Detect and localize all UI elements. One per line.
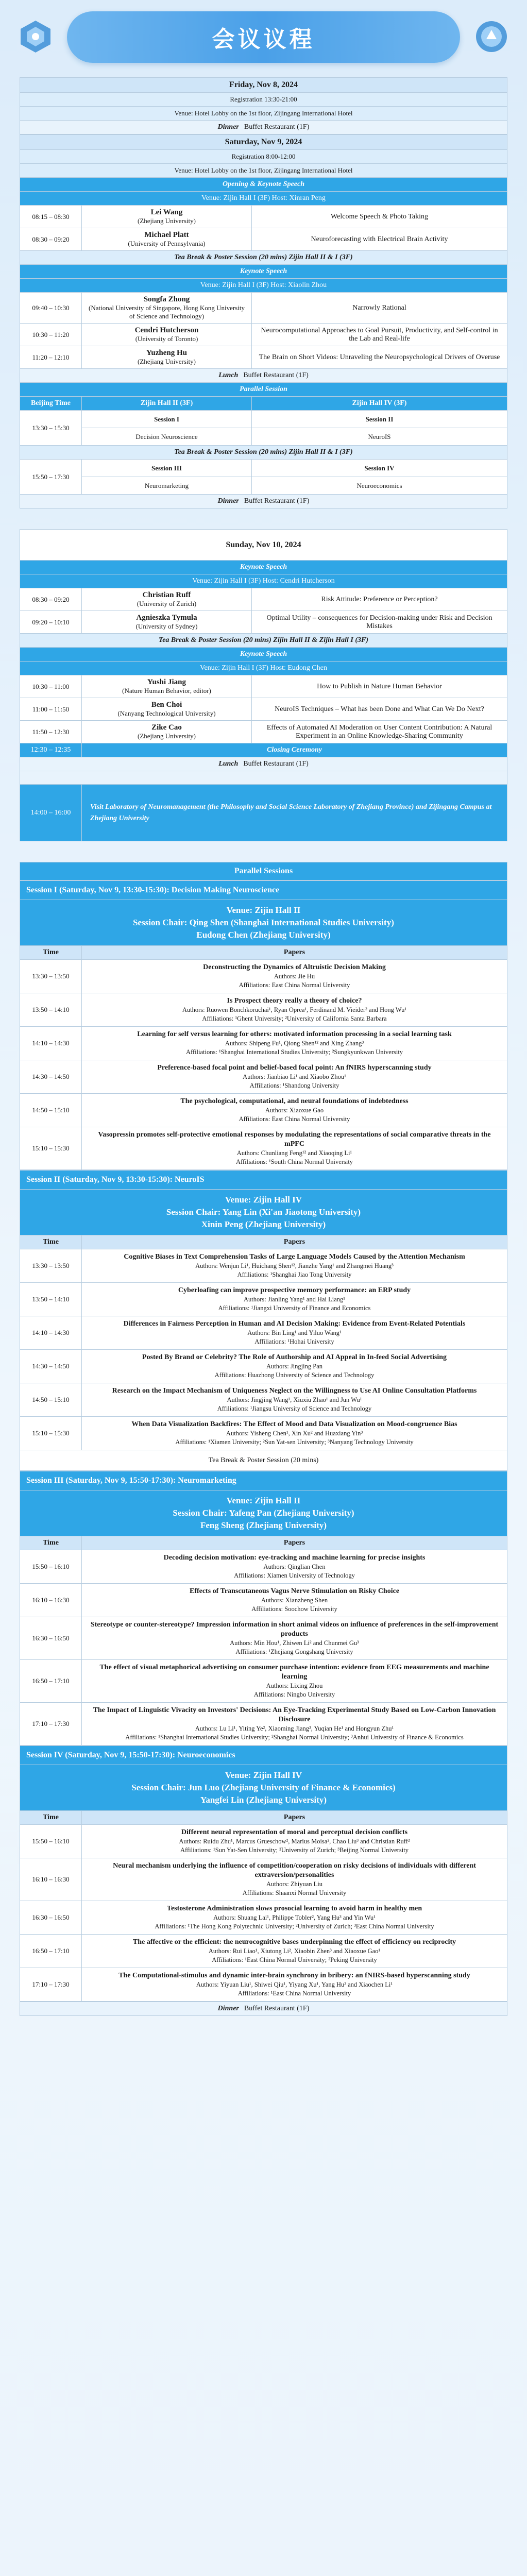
session-co-chair: Feng Sheng (Zhejiang University) — [200, 1520, 327, 1530]
paper-authors: Authors: Jingjing Pan — [266, 1363, 323, 1370]
topic-cell: Welcome Speech & Photo Taking — [252, 206, 507, 228]
day1-block — [20, 77, 507, 134]
paper-title: The effect of visual metaphorical advertising on consumer purchase intention: evidence from EEG measurements and machine learning — [99, 1664, 489, 1681]
col-time: Time — [20, 946, 82, 960]
paper-cell — [82, 1060, 507, 1094]
paper-authors: Authors: Lixing Zhou — [266, 1682, 323, 1689]
speaker-cell — [82, 346, 252, 369]
time-cell: 17:10 – 17:30 — [20, 1703, 82, 1745]
schedule-row — [20, 675, 507, 698]
paper-affiliations: Affiliations: ¹East China Normal University; ²Peking University — [212, 1956, 377, 1963]
speaker-name: Ben Choi — [151, 701, 182, 709]
time-cell: 15:10 – 15:30 — [20, 1417, 82, 1450]
session-table — [20, 1745, 507, 2002]
day2-registration: Registration 8:00-12:00 — [20, 150, 507, 164]
time-cell: 16:50 – 17:10 — [20, 1935, 82, 1968]
conference-logo-icon — [18, 19, 54, 55]
keynote-label: Keynote Speech — [20, 648, 507, 662]
paper-row — [20, 1550, 507, 1584]
session-name: Session II — [252, 411, 507, 428]
schedule-row — [20, 324, 507, 346]
time-cell: 14:30 – 14:50 — [20, 1060, 82, 1094]
paper-authors: Authors: Wenjun Li¹, Huichang Shen¹², Jianzhe Yang¹ and Zhangmei Huang³ — [195, 1262, 394, 1269]
time-cell: 16:10 – 16:30 — [20, 1858, 82, 1901]
session-topic: Neuromarketing — [82, 477, 252, 495]
paper-affiliations: Affiliations: ¹Hohai University — [254, 1338, 334, 1345]
schedule-row — [20, 228, 507, 251]
time-cell: 14:50 – 15:10 — [20, 1094, 82, 1127]
paper-affiliations: Affiliations: ¹East China Normal University — [237, 1990, 351, 1997]
paper-title: Vasopressin promotes self-protective emotional responses by modulating the representations of social comparative threats in the mPFC — [98, 1131, 491, 1148]
time-cell: 13:50 – 14:10 — [20, 1283, 82, 1316]
paper-row — [20, 1968, 507, 2002]
col-hall-iv: Zijin Hall IV (3F) — [252, 397, 507, 411]
lunch-label: Lunch — [218, 760, 239, 768]
paper-cell — [82, 1127, 507, 1170]
time-cell: 13:30 – 13:50 — [20, 960, 82, 993]
time-cell: 15:50 – 16:10 — [20, 1825, 82, 1858]
day2-venue: Venue: Hotel Lobby on the 1st floor, Zijingang International Hotel — [20, 164, 507, 178]
paper-affiliations: Affiliations: ¹Shanghai International Studies University; ²Shanghai Normal University; ³Anhui University of Finance & Economics — [125, 1734, 464, 1741]
session-chair: Session Chair: Yafeng Pan (Zhejiang University) — [173, 1508, 354, 1518]
col-papers: Papers — [82, 1811, 507, 1825]
paper-cell — [82, 1249, 507, 1283]
speaker-cell — [82, 206, 252, 228]
paper-affiliations: Affiliations: ¹Xiamen University; ²Sun Yat-sen University; ³Nanyang Technology University — [175, 1438, 414, 1446]
speaker-name: Yuzheng Hu — [146, 349, 188, 357]
tea-break-row: Tea Break & Poster Session (20 mins) Zijin Hall II & I (3F) — [20, 446, 507, 460]
paper-cell — [82, 1383, 507, 1417]
paper-authors: Authors: Xiaoxue Gao — [265, 1107, 324, 1114]
paper-cell — [82, 1703, 507, 1745]
lunch-text: Buffet Restaurant (1F) — [243, 371, 309, 379]
tea-break-row: Tea Break & Poster Session (20 mins) Zijin Hall II & Zijin Hall I (3F) — [20, 634, 507, 648]
paper-affiliations: Affiliations: ¹Sun Yat-Sen University; ²University of Zurich; ³Beijing Normal University — [180, 1846, 409, 1854]
paper-affiliations: Affiliations: East China Normal University — [239, 981, 350, 989]
topic-cell: Risk Attitude: Preference or Perception? — [252, 588, 507, 611]
tea-break-text: Tea Break & Poster Session (20 mins) — [20, 1450, 507, 1471]
paper-cell — [82, 1858, 507, 1901]
parallel-row — [20, 460, 507, 477]
day2-block — [20, 134, 507, 509]
day1-date: Friday, Nov 8, 2024 — [20, 78, 507, 93]
schedule-row — [20, 588, 507, 611]
session-venue: Venue: Zijin Hall II — [226, 1496, 301, 1505]
paper-title: Is Prospect theory really a theory of choice? — [227, 997, 362, 1005]
paper-row — [20, 1027, 507, 1060]
session-name: Session I — [82, 411, 252, 428]
speaker-cell — [82, 228, 252, 251]
paper-title: Cyberloafing can improve prospective memory performance: an ERP study — [178, 1286, 411, 1294]
time-cell: 14:30 – 14:50 — [20, 1350, 82, 1383]
session-name: Session III — [82, 460, 252, 477]
session-co-chair: Xinin Peng (Zhejiang University) — [201, 1219, 326, 1229]
session-chair: Session Chair: Yang Lin (Xi'an Jiaotong University) — [166, 1207, 361, 1217]
speaker-name: Cendri Hutcherson — [134, 326, 199, 334]
paper-title: Cognitive Biases in Text Comprehension Tasks of Large Language Models Caused by the Attention Mechanism — [124, 1253, 465, 1261]
closing-label: Closing Ceremony — [82, 743, 507, 757]
paper-title: The Impact of Linguistic Vivacity on Investors' Decisions: An Eye-Tracking Experimental Study Based on Low-Carbon Innovation Disclosure — [93, 1706, 496, 1723]
paper-cell — [82, 1617, 507, 1660]
paper-affiliations: Affiliations: Ningbo University — [253, 1691, 335, 1698]
time-cell: 15:50 – 17:30 — [20, 460, 82, 495]
paper-affiliations: Affiliations: ¹South China Normal University — [235, 1158, 353, 1165]
speaker-cell — [82, 721, 252, 743]
paper-cell — [82, 1935, 507, 1968]
session-table — [20, 1170, 507, 1471]
speaker-cell — [82, 588, 252, 611]
page-header — [0, 0, 527, 77]
parallel-label: Parallel Session — [20, 383, 507, 397]
session-venue-block — [20, 1190, 507, 1235]
paper-authors: Authors: Shuang Lai¹, Philippe Tobler², Yang Hu³ and Yin Wu¹ — [213, 1914, 376, 1921]
paper-affiliations: Affiliations: ¹Zhejiang Gongshang University — [235, 1648, 353, 1655]
paper-authors: Authors: Ruidu Zhu¹, Marcus Grueschow², Marius Moisa², Chao Liu³ and Christian Ruff² — [179, 1838, 410, 1845]
time-cell: 13:30 – 13:50 — [20, 1249, 82, 1283]
time-cell: 13:30 – 15:30 — [20, 411, 82, 446]
paper-title: Different neural representation of moral and perceptual decision conflicts — [181, 1828, 408, 1836]
speaker-affiliation: (University of Toronto) — [135, 335, 198, 343]
dinner-label: Dinner — [217, 2005, 239, 2012]
paper-authors: Authors: Qinglian Chen — [263, 1563, 326, 1570]
session-topic: Neuroeconomics — [252, 477, 507, 495]
time-cell: 16:30 – 16:50 — [20, 1617, 82, 1660]
paper-affiliations: Affiliations: East China Normal University — [239, 1115, 350, 1123]
speaker-affiliation: (Nanyang Technological University) — [117, 709, 216, 717]
paper-row — [20, 1901, 507, 1935]
schedule-row — [20, 293, 507, 324]
paper-cell — [82, 1094, 507, 1127]
paper-title: Stereotype or counter-stereotype? Impression information in short animal videos on influence of preferences in the self-improvement products — [90, 1621, 499, 1638]
paper-title: When Data Visualization Backfires: The Effect of Mood and Data Visualization on Mood-congruence Bias — [131, 1420, 457, 1428]
topic-cell: Effects of Automated AI Moderation on User Content Contribution: A Natural Experiment in an Online Knowledge-Sharing Community — [252, 721, 507, 743]
page-title: 会议议程 — [212, 26, 315, 53]
schedule-row — [20, 611, 507, 634]
paper-affiliations: Affiliations: Xiamen University of Technology — [234, 1572, 355, 1579]
visit-time: 14:00 – 16:00 — [20, 785, 82, 841]
col-time: Time — [20, 1536, 82, 1550]
paper-title: Preference-based focal point and belief-based focal point: An fNIRS hyperscanning study — [157, 1064, 432, 1072]
paper-title: The Computational-stimulus and dynamic inter-brain synchrony in bribery: an fNIRS-based hyperscanning study — [118, 1972, 470, 1979]
time-cell: 08:30 – 09:20 — [20, 588, 82, 611]
time-cell: 14:10 – 14:30 — [20, 1316, 82, 1350]
time-cell: 08:30 – 09:20 — [20, 228, 82, 251]
paper-affiliations: Affiliations: ¹Shanghai International Studies University; ²Sungkyunkwan University — [185, 1048, 403, 1056]
topic-cell: Optimal Utility – consequences for Decision-making under Risk and Decision Mistakes — [252, 611, 507, 634]
speaker-affiliation: (Zhejiang University) — [138, 732, 196, 740]
day2-date: Saturday, Nov 9, 2024 — [20, 135, 507, 150]
time-cell: 14:10 – 14:30 — [20, 1027, 82, 1060]
time-cell: 13:50 – 14:10 — [20, 993, 82, 1027]
paper-affiliations: Affiliations: ¹Ghent University; ²University of California Santa Barbara — [202, 1015, 387, 1022]
keynote-label: Keynote Speech — [20, 265, 507, 279]
time-cell: 10:30 – 11:00 — [20, 675, 82, 698]
opening-label: Opening & Keynote Speech — [20, 178, 507, 192]
col-papers: Papers — [82, 1536, 507, 1550]
paper-affiliations: Affiliations: Soochow University — [251, 1605, 337, 1613]
paper-authors: Authors: Jingjing Wang¹, Xiuxiu Zhao¹ and Jun Wu¹ — [227, 1396, 362, 1403]
sessions-container — [20, 880, 507, 2002]
paper-row — [20, 1316, 507, 1350]
day1-dinner — [20, 121, 507, 134]
speaker-affiliation: (University of Pennsylvania) — [128, 240, 206, 247]
speaker-cell — [82, 611, 252, 634]
speaker-affiliation: (Nature Human Behavior, editor) — [122, 687, 211, 694]
time-cell: 16:50 – 17:10 — [20, 1660, 82, 1703]
paper-cell — [82, 1968, 507, 2002]
paper-title: Research on the Impact Mechanism of Uniqueness Neglect on the Willingness to Use AI Online Consultation Platforms — [112, 1387, 477, 1395]
session-chair: Session Chair: Jun Luo (Zhejiang University of Finance & Economics) — [131, 1783, 396, 1792]
paper-row — [20, 1060, 507, 1094]
topic-cell: Neurocomputational Approaches to Goal Pursuit, Productivity, and Self-control in the Lab and Real-life — [252, 324, 507, 346]
session-topic: Decision Neuroscience — [82, 428, 252, 446]
paper-affiliations: Affiliations: Shaanxi Normal University — [242, 1889, 347, 1896]
paper-cell — [82, 1316, 507, 1350]
paper-cell — [82, 1825, 507, 1858]
paper-title: The affective or the efficient: the neurocognitive bases underpinning the effect of efficiency on reciprocity — [132, 1938, 456, 1946]
col-time: Time — [20, 1811, 82, 1825]
paper-row — [20, 1383, 507, 1417]
session-title: Session I (Saturday, Nov 9, 13:30-15:30): Decision Making Neuroscience — [20, 881, 507, 900]
day3-date: Sunday, Nov 10, 2024 — [20, 530, 507, 561]
col-time: Time — [20, 1235, 82, 1249]
speaker-cell — [82, 324, 252, 346]
paper-authors: Authors: Min Hou¹, Zhiwen Li² and Chunmei Gu³ — [230, 1639, 359, 1647]
speaker-affiliation: (Zhejiang University) — [138, 358, 196, 365]
lunch-text: Buffet Restaurant (1F) — [243, 760, 309, 768]
paper-title: Learning for self versus learning for others: motivated information processing in a social learning task — [137, 1030, 452, 1038]
paper-cell — [82, 1417, 507, 1450]
paper-cell — [82, 1660, 507, 1703]
paper-row — [20, 1935, 507, 1968]
dinner-text: Buffet Restaurant (1F) — [244, 497, 310, 505]
day2-dinner — [20, 495, 507, 509]
paper-title: Effects of Transcutaneous Vagus Nerve Stimulation on Risky Choice — [189, 1587, 400, 1595]
parallel-row — [20, 477, 507, 495]
session-topic: NeuroIS — [252, 428, 507, 446]
paper-authors: Authors: Xianzheng Shen — [261, 1597, 328, 1604]
day3-block — [20, 529, 507, 841]
paper-row — [20, 1703, 507, 1745]
university-logo-icon — [473, 19, 509, 55]
lab-visit-text: Visit Laboratory of Neuromanagement (the Philosophy and Social Science Laboratory of Zhejiang Province) and Zijingang Campus at Zhejiang University — [82, 785, 507, 841]
paper-row — [20, 1249, 507, 1283]
session-title: Session III (Saturday, Nov 9, 15:50-17:30): Neuromarketing — [20, 1471, 507, 1490]
time-cell: 15:10 – 15:30 — [20, 1127, 82, 1170]
paper-authors: Authors: Yiyuan Liu¹, Shiwei Qiu¹, Yiyang Xu¹, Yang Hu² and Xiaochen Li¹ — [196, 1981, 393, 1988]
speaker-name: Christian Ruff — [142, 591, 191, 599]
speaker-name: Agnieszka Tymula — [136, 614, 197, 622]
col-papers: Papers — [82, 1235, 507, 1249]
paper-authors: Authors: Jie Hu — [274, 973, 315, 980]
paper-authors: Authors: Shipeng Fu¹, Qiong Shen¹² and Xing Zhang³ — [225, 1040, 364, 1047]
parallel-row — [20, 428, 507, 446]
paper-cell — [82, 960, 507, 993]
col-papers: Papers — [82, 946, 507, 960]
time-cell: 11:00 – 11:50 — [20, 698, 82, 721]
session-co-chair: Eudong Chen (Zhejiang University) — [196, 930, 331, 940]
session-table — [20, 1471, 507, 1745]
title-banner — [67, 11, 460, 63]
paper-row — [20, 993, 507, 1027]
session-table — [20, 880, 507, 1170]
paper-authors: Authors: Jianbiao Li¹ and Xiaobo Zhou¹ — [243, 1073, 346, 1080]
paper-row — [20, 1660, 507, 1703]
paper-authors: Authors: Ruowen Bonchkoruchai¹, Ryan Oprea¹, Ferdinand M. Vieider² and Hong Wu¹ — [182, 1006, 407, 1013]
time-cell: 16:30 – 16:50 — [20, 1901, 82, 1935]
paper-row — [20, 1094, 507, 1127]
dinner-text: Buffet Restaurant (1F) — [244, 2005, 310, 2012]
session-chair: Session Chair: Qing Shen (Shanghai International Studies University) — [133, 918, 394, 927]
paper-title: Deconstructing the Dynamics of Altruistic Decision Making — [203, 963, 386, 971]
topic-cell: Narrowly Rational — [252, 293, 507, 324]
paper-row — [20, 1283, 507, 1316]
topic-cell: Neuroforecasting with Electrical Brain Activity — [252, 228, 507, 251]
time-cell: 09:20 – 10:10 — [20, 611, 82, 634]
speaker-cell — [82, 698, 252, 721]
time-cell: 17:10 – 17:30 — [20, 1968, 82, 2002]
tea-break-row — [20, 1450, 507, 1471]
final-dinner — [20, 2002, 507, 2016]
time-cell: 08:15 – 08:30 — [20, 206, 82, 228]
paper-cell — [82, 993, 507, 1027]
session-co-chair: Yangfei Lin (Zhejiang University) — [200, 1795, 327, 1805]
schedule-row — [20, 721, 507, 743]
paper-affiliations: Affiliations: ¹Shanghai Jiao Tong University — [237, 1271, 352, 1278]
speaker-affiliation: (University of Sydney) — [135, 622, 198, 630]
paper-affiliations: Affiliations: ¹The Hong Kong Polytechnic University; ²University of Zurich; ³East China Normal University — [155, 1923, 434, 1930]
session-title: Session II (Saturday, Nov 9, 13:30-15:30): NeuroIS — [20, 1171, 507, 1190]
schedule-row — [20, 206, 507, 228]
paper-title: Posted By Brand or Celebrity? The Role of Authorship and AI Appeal in In-feed Social Advertising — [142, 1353, 447, 1361]
paper-title: The psychological, computational, and neural foundations of indebtedness — [180, 1097, 409, 1105]
paper-authors: Authors: Zhiyuan Liu — [266, 1880, 322, 1888]
paper-cell — [82, 1350, 507, 1383]
speaker-name: Zike Cao — [151, 723, 182, 732]
session-title: Session IV (Saturday, Nov 9, 15:50-17:30): Neuroeconomics — [20, 1746, 507, 1765]
dinner-label: Dinner — [217, 123, 239, 131]
opening-venue: Venue: Zijin Hall I (3F) Host: Xinran Peng — [20, 192, 507, 206]
session-venue-block — [20, 900, 507, 946]
speaker-name: Lei Wang — [150, 208, 183, 216]
speaker-cell — [82, 675, 252, 698]
paper-affiliations: Affiliations: Huazhong University of Science and Technology — [214, 1371, 375, 1379]
paper-authors: Authors: Lu Li¹, Yiting Ye², Xiaoming Jiang³, Yuqian He¹ and Hongyun Zhu¹ — [195, 1725, 394, 1732]
session-venue-block — [20, 1765, 507, 1811]
speaker-affiliation: (National University of Singapore, Hong Kong University of Science and Technology) — [89, 304, 245, 320]
time-cell: 16:10 – 16:30 — [20, 1584, 82, 1617]
parallel-sessions-title: Parallel Sessions — [20, 862, 507, 880]
col-beijing-time: Beijing Time — [20, 397, 82, 411]
paper-cell — [82, 1283, 507, 1316]
paper-authors: Authors: Rui Liao¹, Xiutong Li², Xiaobin Zhen³ and Xiaoxue Gao¹ — [208, 1947, 381, 1955]
session-venue-block — [20, 1490, 507, 1536]
paper-title: Differences in Fairness Perception in Human and AI Decision Making: Evidence from Event-Related Potentials — [123, 1320, 466, 1328]
speaker-name: Songfa Zhong — [143, 295, 190, 303]
tea-break-row: Tea Break & Poster Session (20 mins) Zijin Hall II & I (3F) — [20, 251, 507, 265]
session-name: Session IV — [252, 460, 507, 477]
paper-title: Decoding decision motivation: eye-tracking and machine learning for precise insights — [163, 1554, 426, 1562]
topic-cell: The Brain on Short Videos: Unraveling the Neuropsychological Drivers of Overuse — [252, 346, 507, 369]
speaker-cell — [82, 293, 252, 324]
paper-row — [20, 1858, 507, 1901]
session-venue: Venue: Zijin Hall II — [226, 905, 301, 915]
paper-title: Testosterone Administration slows prosocial learning to avoid harm in healthy men — [166, 1905, 422, 1912]
paper-row — [20, 1417, 507, 1450]
keynote-venue: Venue: Zijin Hall I (3F) Host: Cendri Hutcherson — [20, 574, 507, 588]
paper-authors: Authors: Bin Ling¹ and Yiluo Wang¹ — [247, 1329, 342, 1336]
paper-title: Neural mechanism underlying the influence of competition/cooperation on risky decisions of individuals with different extraversion/personalities — [113, 1862, 476, 1879]
paper-affiliations: Affiliations: ¹Jiangxi University of Finance and Economics — [218, 1304, 371, 1312]
topic-cell: NeuroIS Techniques – What has been Done and What Can We Do Next? — [252, 698, 507, 721]
paper-affiliations: Affiliations: ¹Shandong University — [249, 1082, 339, 1089]
paper-authors: Authors: Chunliang Feng¹² and Xiaoqing Li¹ — [236, 1149, 352, 1157]
dinner-text: Buffet Restaurant (1F) — [244, 123, 310, 131]
paper-row — [20, 1127, 507, 1170]
time-cell: 14:50 – 15:10 — [20, 1383, 82, 1417]
time-cell: 11:50 – 12:30 — [20, 721, 82, 743]
paper-cell — [82, 1550, 507, 1584]
speaker-affiliation: (University of Zurich) — [137, 600, 197, 607]
keynote-venue: Venue: Zijin Hall I (3F) Host: Eudong Chen — [20, 662, 507, 675]
session-venue: Venue: Zijin Hall IV — [225, 1770, 302, 1780]
parallel-row — [20, 411, 507, 428]
day1-registration: Registration 13:30-21:00 — [20, 93, 507, 107]
paper-row — [20, 1584, 507, 1617]
paper-row — [20, 1350, 507, 1383]
time-cell: 10:30 – 11:20 — [20, 324, 82, 346]
speaker-name: Michael Platt — [144, 231, 189, 239]
day3-lunch — [20, 757, 507, 771]
paper-row — [20, 1617, 507, 1660]
parallel-sessions-block — [20, 862, 507, 2016]
time-cell: 15:50 – 16:10 — [20, 1550, 82, 1584]
paper-authors: Authors: Jianling Yang¹ and Hai Liang¹ — [243, 1296, 346, 1303]
day2-lunch — [20, 369, 507, 383]
keynote-venue: Venue: Zijin Hall I (3F) Host: Xiaolin Zhou — [20, 279, 507, 293]
session-venue: Venue: Zijin Hall IV — [225, 1195, 302, 1205]
schedule-row — [20, 346, 507, 369]
schedule-row — [20, 698, 507, 721]
paper-authors: Authors: Yisheng Chen¹, Xin Xu² and Huaxiang Yin³ — [226, 1430, 363, 1437]
paper-cell — [82, 1027, 507, 1060]
lunch-label: Lunch — [218, 371, 239, 379]
keynote-label: Keynote Speech — [20, 561, 507, 574]
col-hall-ii: Zijin Hall II (3F) — [82, 397, 252, 411]
paper-affiliations: Affiliations: ¹Jiangsu University of Science and Technology — [217, 1405, 372, 1412]
time-cell: 11:20 – 12:10 — [20, 346, 82, 369]
paper-cell — [82, 1584, 507, 1617]
closing-time: 12:30 – 12:35 — [20, 743, 82, 757]
paper-row — [20, 1825, 507, 1858]
paper-row — [20, 960, 507, 993]
speaker-affiliation: (Zhejiang University) — [138, 217, 196, 225]
speaker-name: Yushi Jiang — [147, 678, 186, 686]
day1-venue: Venue: Hotel Lobby on the 1st floor, Zijingang International Hotel — [20, 107, 507, 121]
time-cell: 09:40 – 10:30 — [20, 293, 82, 324]
paper-cell — [82, 1901, 507, 1935]
dinner-label: Dinner — [217, 497, 239, 505]
topic-cell: How to Publish in Nature Human Behavior — [252, 675, 507, 698]
